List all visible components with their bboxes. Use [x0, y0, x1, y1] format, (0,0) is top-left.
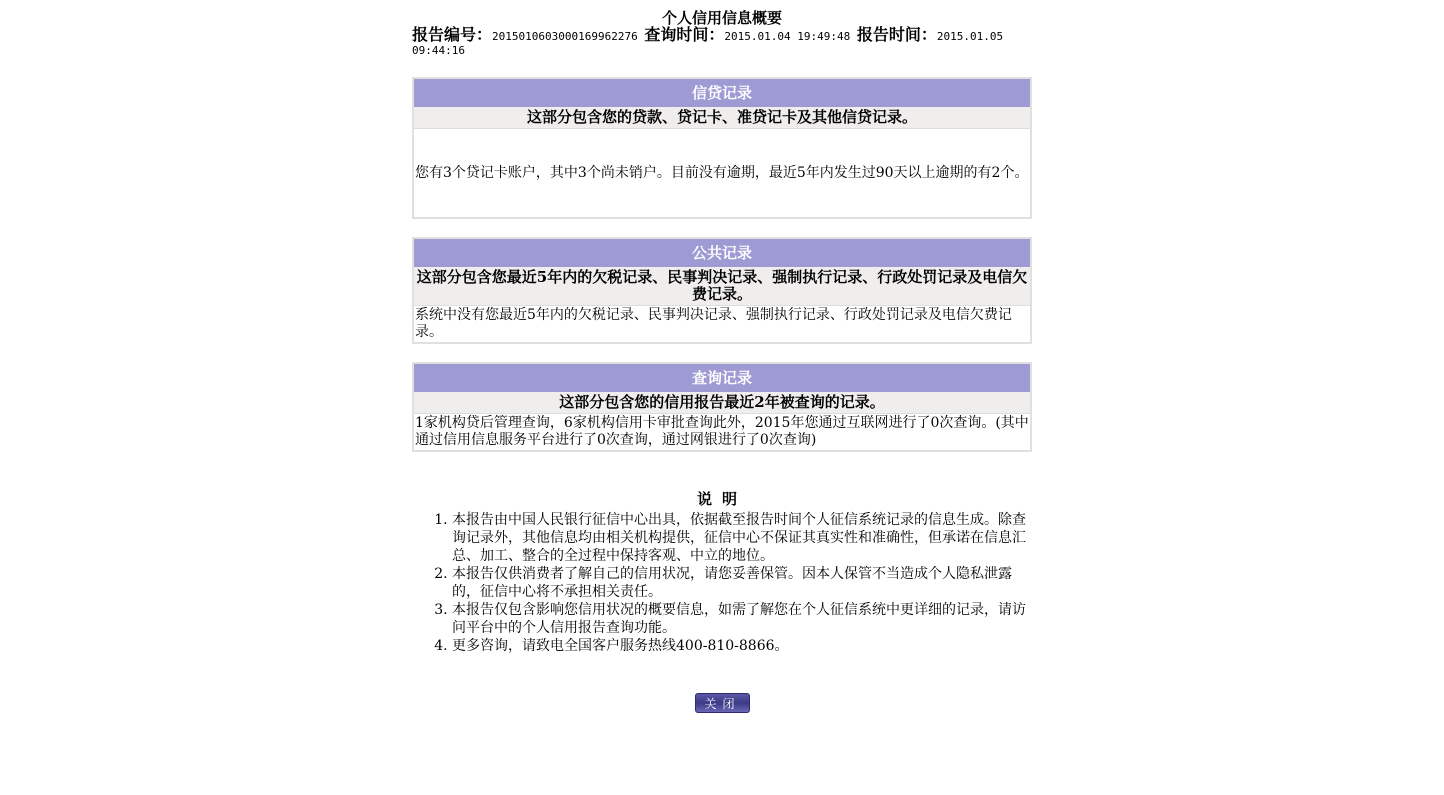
report — [412, 0, 1032, 655]
query-time: 2015.01.04 19:49:48 — [724, 30, 851, 43]
section-header: 公共记录 — [414, 239, 1030, 267]
report-no-label: 报告编号： — [412, 25, 493, 44]
report-time-label: 报告时间： — [856, 25, 937, 44]
section-body: 1家机构贷后管理查询，6家机构信用卡审批查询此外，2015年您通过互联网进行了0次查询。(其中通过信用信息服务平台进行了0次查询，通过网银进行了0次查询) — [415, 415, 1029, 448]
section-credit — [412, 77, 1032, 219]
notes-title: 说明 — [696, 490, 747, 508]
note-item: 1. 本报告由中国人民银行征信中心出具，依据截至报告时间个人征信系统记录的信息生成。除查询记录外，其他信息均由相关机构提供，征信中心不保证其真实性和准确性，但承诺在信息汇总、加工、整合的全过程中保持客观、中立的地位。 — [452, 511, 1032, 565]
page-title: 个人信用信息概要 — [661, 9, 782, 27]
section-header: 查询记录 — [414, 364, 1030, 392]
section-header: 信贷记录 — [414, 79, 1030, 107]
section-subheader: 这部分包含您的信用报告最近2年被查询的记录。 — [414, 392, 1030, 414]
note-item: 2. 本报告仅供消费者了解自己的信用状况，请您妥善保管。因本人保管不当造成个人隐私泄露的，征信中心将不承担相关责任。 — [452, 565, 1032, 601]
query-time-label: 查询时间： — [644, 25, 725, 44]
section-public — [412, 237, 1032, 344]
section-body: 您有3个贷记卡账户，其中3个尚未销户。目前没有逾期，最近5年内发生过90天以上逾期的有2个。 — [415, 164, 1029, 181]
section-query — [412, 362, 1032, 452]
close-button[interactable]: 关闭 — [695, 693, 750, 713]
report-meta — [412, 25, 1032, 58]
notes-list — [412, 511, 1032, 655]
note-item: 3. 本报告仅包含影响您信用状况的概要信息，如需了解您在个人征信系统中更详细的记录，请访问平台中的个人信用报告查询功能。 — [452, 601, 1032, 637]
section-body: 系统中没有您最近5年内的欠税记录、民事判决记录、强制执行记录、行政处罚记录及电信欠费记录。 — [415, 307, 1012, 340]
note-item: 4. 更多咨询，请致电全国客户服务热线400-810-8866。 — [452, 637, 1032, 655]
section-subheader: 这部分包含您的贷款、贷记卡、准贷记卡及其他信贷记录。 — [414, 107, 1030, 129]
report-no: 2015010603000169962276 — [492, 30, 638, 43]
report-time: 2015.01.05 09:44:16 — [412, 30, 1004, 57]
section-subheader: 这部分包含您最近5年内的欠税记录、民事判决记录、强制执行记录、行政处罚记录及电信欠费记录。 — [414, 267, 1030, 306]
